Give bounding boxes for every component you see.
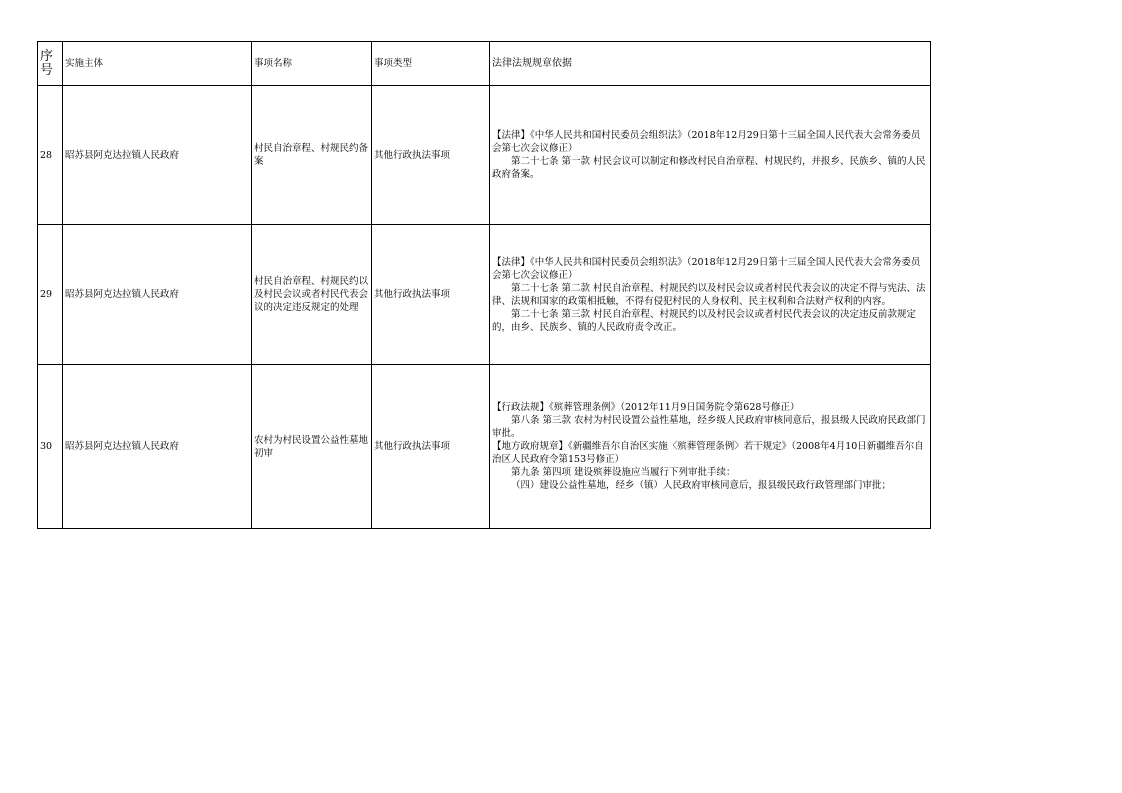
header-row xyxy=(38,42,931,86)
cell-basis xyxy=(490,86,931,225)
cell-item-name: 农村为村民设置公益性墓地初审 xyxy=(252,365,372,529)
cell-item-type: 其他行政执法事项 xyxy=(372,225,490,365)
cell-subject: 昭苏县阿克达拉镇人民政府 xyxy=(63,365,252,529)
cell-item-type: 其他行政执法事项 xyxy=(372,86,490,225)
basis-line: 【法律】《中华人民共和国村民委员会组织法》（2018年12月29日第十三届全国人民代表大会常务委员会第七次会议修正） xyxy=(492,130,921,154)
cell-basis xyxy=(490,365,931,529)
cell-seq: 29 xyxy=(38,225,63,365)
cell-item-type: 其他行政执法事项 xyxy=(372,365,490,529)
table-row xyxy=(38,225,931,365)
enforcement-items-table xyxy=(37,41,931,529)
basis-line: 第八条 第三款 农村为村民设置公益性墓地，经乡级人民政府审核同意后，报县级人民政府民政部门审批。 xyxy=(492,415,926,439)
header-seq: 序号 xyxy=(38,42,63,86)
basis-line: 第二十七条 第三款 村民自治章程、村规民约以及村民会议或者村民代表会议的决定违反前款规定的，由乡、民族乡、镇的人民政府责令改正。 xyxy=(492,308,917,333)
basis-line: 【行政法规】《殡葬管理条例》（2012年11月9日国务院令第628号修正） xyxy=(492,402,800,413)
header-subject: 实施主体 xyxy=(63,42,252,86)
cell-item-name: 村民自治章程、村规民约备案 xyxy=(252,86,372,225)
cell-item-name: 村民自治章程、村规民约以及村民会议或者村民代表会议的决定违反规定的处理 xyxy=(252,225,372,365)
basis-line: 第二十七条 第一款 村民会议可以制定和修改村民自治章程、村规民约，并报乡、民族乡、镇的人民政府备案。 xyxy=(492,156,926,180)
basis-line: 【地方政府规章】《新疆维吾尔自治区实施〈殡葬管理条例〉若干规定》（2008年4月10日新疆维吾尔自治区人民政府令第153号修正） xyxy=(492,441,924,465)
header-basis: 法律法规规章依据 xyxy=(490,42,931,86)
basis-line: 第九条 第四项 建设殡葬设施应当履行下列审批手续： xyxy=(511,467,736,478)
table-row xyxy=(38,365,931,529)
basis-line: 【法律】《中华人民共和国村民委员会组织法》（2018年12月29日第十三届全国人民代表大会常务委员会第七次会议修正） xyxy=(492,256,921,281)
cell-subject: 昭苏县阿克达拉镇人民政府 xyxy=(63,86,252,225)
cell-basis xyxy=(490,225,931,365)
table-row xyxy=(38,86,931,225)
cell-seq: 30 xyxy=(38,365,63,529)
cell-subject: 昭苏县阿克达拉镇人民政府 xyxy=(63,225,252,365)
header-item-type: 事项类型 xyxy=(372,42,490,86)
basis-line: （四）建设公益性墓地，经乡（镇）人民政府审核同意后，报县级民政行政管理部门审批； xyxy=(511,480,892,491)
cell-seq: 28 xyxy=(38,86,63,225)
basis-line: 第二十七条 第二款 村民自治章程、村规民约以及村民会议或者村民代表会议的决定不得与宪法、法律、法规和国家的政策相抵触，不得有侵犯村民的人身权利、民主权利和合法财产权利的内容。 xyxy=(492,282,926,307)
header-item-name: 事项名称 xyxy=(252,42,372,86)
